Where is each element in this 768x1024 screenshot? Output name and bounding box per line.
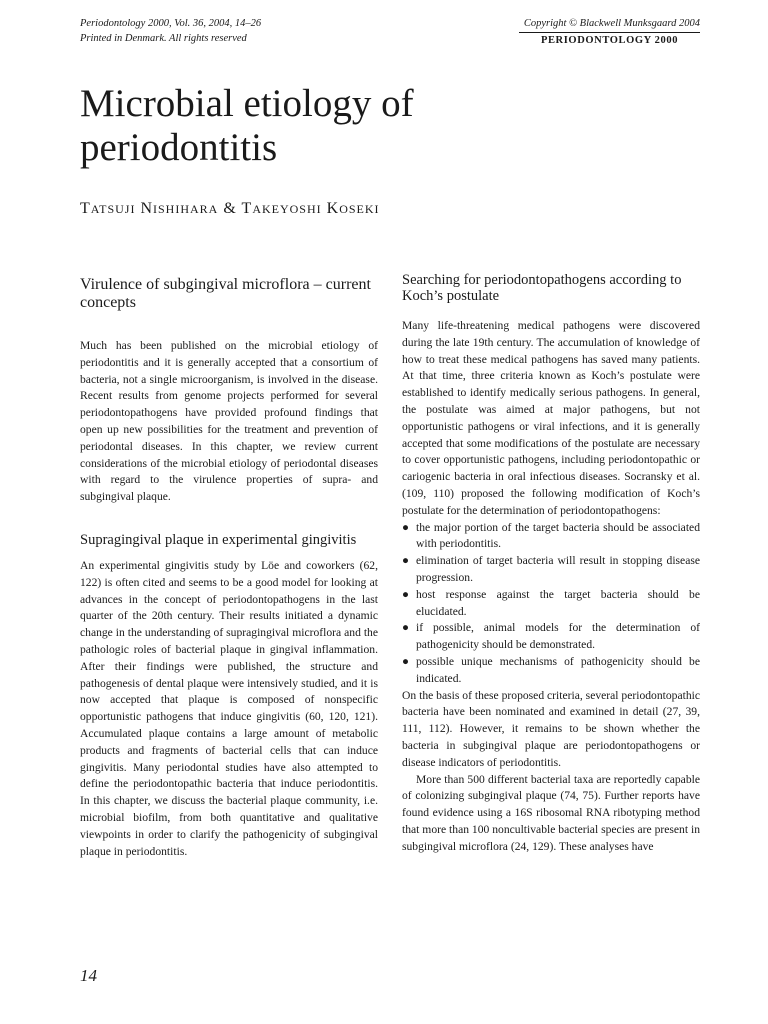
list-item: ● if possible, animal models for the determination of pathogenicity should be demonstrated. [402, 621, 700, 652]
page-number: 14 [80, 966, 97, 985]
printed-note: Printed in Denmark. All rights reserved [80, 33, 247, 44]
bullet-icon: ● [402, 554, 410, 568]
paragraph-supragingival: An experimental gingivitis study by Löe and coworkers (62, 122) is often cited and seems to be a good model for looking at advances in the concept of periodontopathogens in the last quarter of the 20th century. Their results initiated a dynamic change in the understanding of supragingival microflora and the pathologic roles of bacterial plaque in gingival inflammation. After their findings were published, the structure and pathogenesis of dental plaque were intensively studied, and it is now accepted that plaque is composed of nonspecific opportunistic pathogens that induce gingivitis (60, 120, 121). Accumulated plaque contains a large amount of metabolic products and fragments of bacterial cells that can induce gingivitis. Many periodontal studies have also attempted to define the periodontopathic bacteria that induce periodontitis. In this chapter, we discuss the bacterial plaque community, i.e. microbial biofilm, from both quantitative and qualitative viewpoints in order to clarify the pathogenicity of subgingival plaque in periodontitis. [80, 558, 378, 858]
section-heading-supragingival: Supragingival plaque in experimental gingivitis [80, 531, 357, 548]
paragraph-virulence: Much has been published on the microbial etiology of periodontitis and it is generally accepted that a consortium of bacteria, not a single microorganism, is involved in the disease. Recent results from genome projects performed for several periodontopathogens have provided profound findings that open up new possibilities for the treatment and prevention of periodontal diseases. In this chapter, we review current considerations of the microbial etiology of periodontal diseases with regard to the virulence properties of supra- and subgingival plaque. [80, 339, 378, 504]
running-header-left [80, 16, 261, 46]
author-1: TATSUJI NISHIHARA [80, 200, 219, 217]
bullet-icon: ● [402, 587, 410, 601]
author-2: TAKEYOSHI KOSEKI [241, 200, 380, 217]
author-list [80, 200, 380, 218]
criteria-list [402, 520, 700, 688]
paragraph-koch-intro: Many life-threatening medical pathogens were discovered during the late 19th century. The accumulation of knowledge of how to treat these medical pathogens has saved many patients. At that time, three criteria known as Koch’s postulate were established to identify medically serious pathogens. In general, the postulate was aimed at major pathogens, but not opportunistic pathogens or viral infections, and it is generally accepted that some modifications of the postulate are necessary to cover opportunistic pathogens, including periodontopathic or cariogenic bacteria in oral infectious diseases. Socransky et al. (109, 110) proposed the following modification of Koch’s postulate for the determination of periodontopathogens: [402, 319, 700, 517]
section-heading-koch: Searching for periodontopathogens according to Koch’s postulate [402, 272, 682, 304]
journal-citation: Periodontology 2000, Vol. 36, 2004, 14–26 [80, 18, 262, 29]
paragraph-koch-criteria: On the basis of these proposed criteria, several periodontopathic bacteria have been nominated and examined in detail (27, 39, 111, 112). However, it remains to be shown whether the bacteria in subgingival plaque are periodontopathogens or disease indicators of periodontitis. [402, 688, 700, 769]
bullet-icon: ● [402, 621, 410, 635]
right-column [402, 272, 700, 856]
section-heading-virulence: Virulence of subgingival microflora – current concepts [80, 276, 371, 311]
copyright-note: Copyright © Blackwell Munksgaard 2004 [523, 18, 700, 29]
title-line-2: periodontitis [80, 126, 278, 169]
author-separator: & [223, 200, 237, 217]
paragraph-koch-taxa: More than 500 different bacterial taxa are reportedly capable of colonizing subgingival plaque (74, 75). Further reports have found evidence using a 16S ribosomal RNA ribotyping method that more than 100 noncultivable bacterial species are present in subgingival microflora (24, 129). These analyses have [402, 772, 700, 853]
journal-name: PERIODONTOLOGY 2000 [540, 35, 679, 46]
list-item: ● elimination of target bacteria will result in stopping disease progression. [402, 554, 700, 584]
bullet-icon: ● [402, 520, 410, 534]
article-title [80, 82, 680, 170]
left-column [80, 276, 378, 860]
list-item: ● host response against the target bacteria should be elucidated. [402, 587, 700, 618]
list-item: ● possible unique mechanisms of pathogenicity should be indicated. [402, 654, 700, 685]
list-item: ● the major portion of the target bacteria should be associated with periodontitis. [402, 520, 700, 551]
title-line-1: Microbial etiology of [80, 82, 414, 125]
running-header-right [519, 16, 700, 48]
bullet-icon: ● [402, 654, 410, 668]
